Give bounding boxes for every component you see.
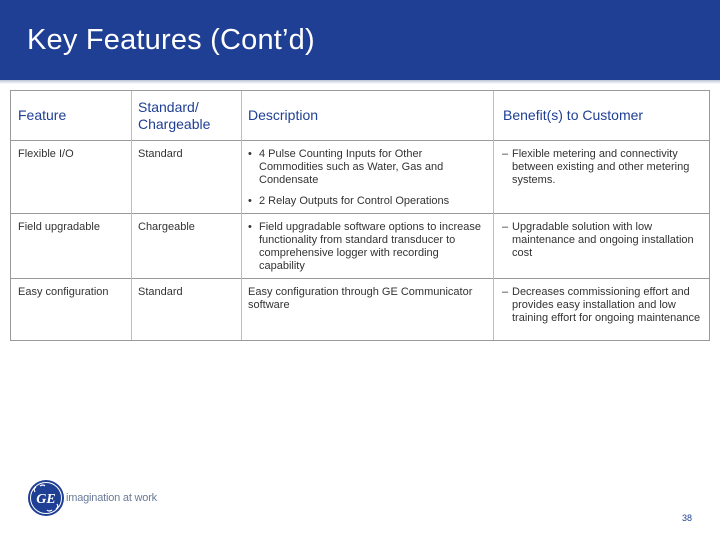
title-bar-shadow: [0, 80, 720, 84]
benefit-text: Decreases commissioning effort and provides easy installation and low training effort for ongoing maintenance: [512, 286, 701, 324]
dash-icon: –: [502, 221, 509, 233]
bullet-icon: •: [248, 148, 252, 160]
bullet-item: [248, 148, 485, 187]
bullet-item: [248, 221, 485, 273]
ge-logo-text: GE: [36, 492, 56, 507]
feature-cell: Flexible I/O: [11, 141, 131, 214]
description-cell: [241, 214, 493, 279]
description-cell: [241, 141, 493, 214]
bullet-text: 4 Pulse Counting Inputs for Other Commodities such as Water, Gas and Condensate: [259, 148, 444, 186]
column-divider: [241, 91, 242, 340]
dash-item: [502, 286, 702, 325]
dash-item: [502, 148, 702, 187]
page-number: 38: [682, 513, 693, 523]
feature-cell: Easy configuration: [18, 286, 109, 298]
benefit-cell: [493, 141, 710, 214]
title-bar: [0, 0, 720, 80]
header-standard-chargeable: Standard/ Chargeable: [131, 91, 241, 141]
benefit-text: Upgradable solution with low maintenance and ongoing installation cost: [512, 221, 694, 259]
ge-logo-icon: [27, 479, 65, 517]
benefit-cell: [493, 279, 710, 331]
header-benefit: Benefit(s) to Customer: [493, 91, 710, 141]
bullet-text: 2 Relay Outputs for Control Operations: [259, 195, 450, 207]
type-cell: Standard: [131, 141, 241, 214]
table-header-row: [11, 91, 710, 141]
type-cell: Standard: [138, 286, 183, 298]
slide-title: Key Features (Cont’d): [27, 24, 315, 56]
benefit-text: Flexible metering and connectivity between existing and other metering systems.: [512, 148, 690, 186]
dash-icon: –: [502, 286, 509, 298]
column-divider: [131, 91, 132, 340]
benefit-cell: [493, 214, 710, 279]
description-cell: Easy configuration through GE Communicator software: [248, 286, 473, 311]
bullet-item: [248, 195, 485, 208]
table-row: [11, 279, 710, 331]
ge-logo: [27, 479, 65, 517]
dash-item: [502, 221, 702, 260]
header-description: Description: [241, 91, 493, 141]
type-cell: Chargeable: [131, 214, 241, 279]
features-table: [11, 91, 710, 330]
table-row: [11, 141, 710, 214]
table-row: [11, 214, 710, 279]
feature-cell: Field upgradable: [11, 214, 131, 279]
column-divider: [493, 91, 494, 340]
bullet-icon: •: [248, 221, 252, 233]
tagline: imagination at work: [66, 492, 157, 504]
dash-icon: –: [502, 148, 509, 160]
header-feature: Feature: [11, 91, 131, 141]
bullet-icon: •: [248, 195, 252, 207]
bullet-text: Field upgradable software options to increase functionality from standard transducer to comprehensive logger with recording capability: [259, 221, 481, 272]
